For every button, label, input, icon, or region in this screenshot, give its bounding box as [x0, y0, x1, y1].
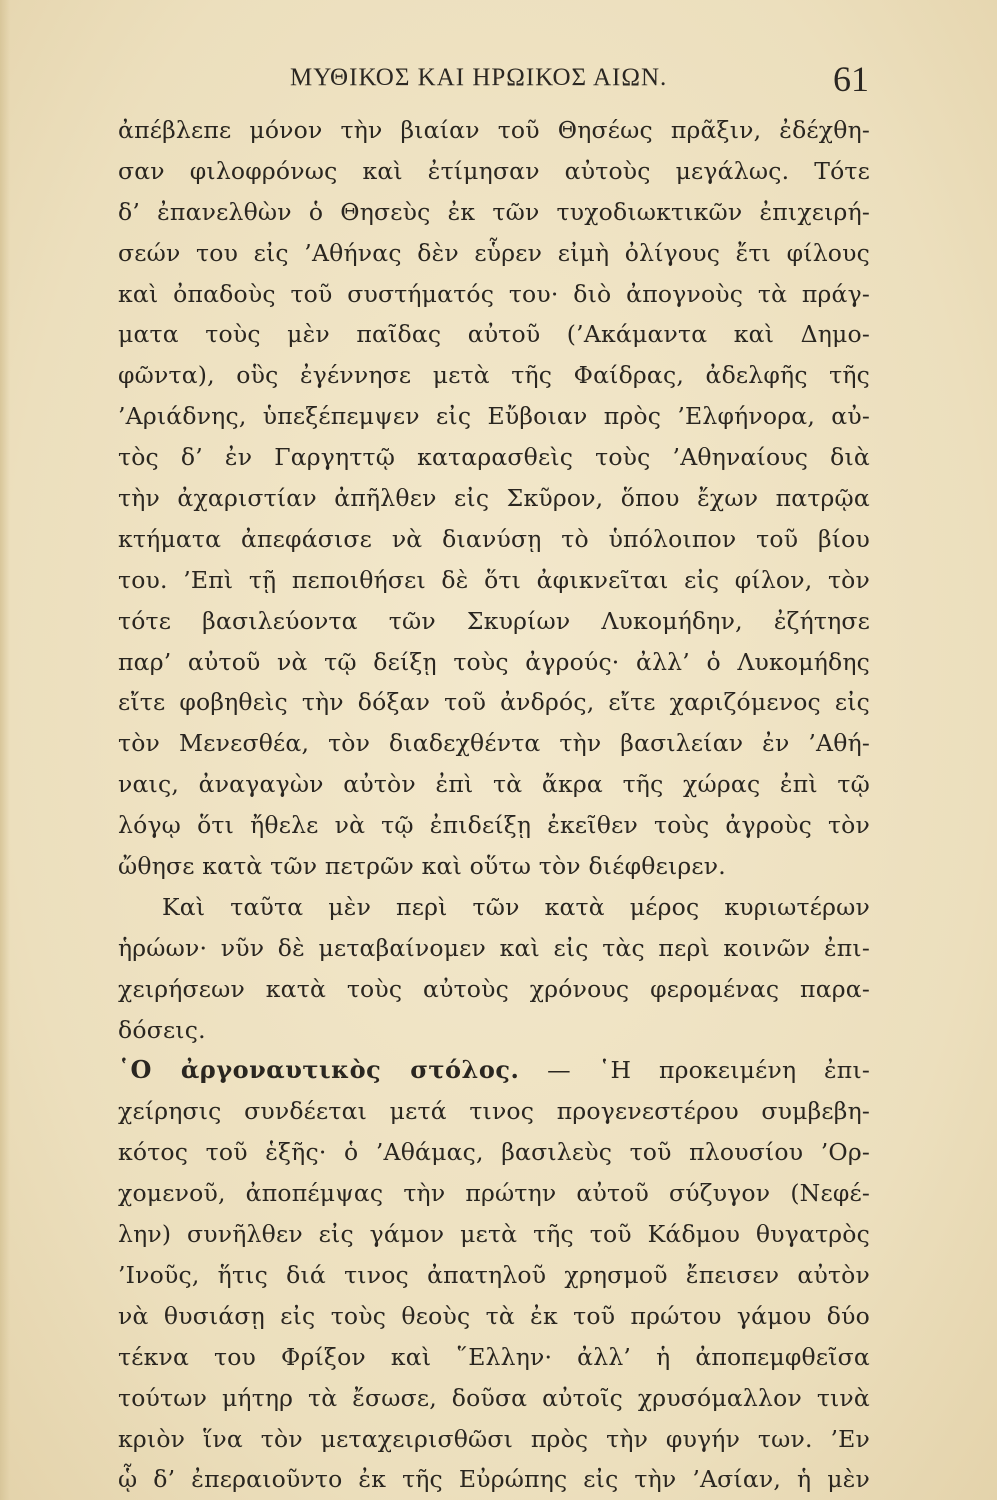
text-line: χείρησις συνδέεται μετά τινος προγενεστέρου συμβεβη-: [118, 1097, 870, 1126]
body-text: [118, 110, 870, 1500]
text-line: σεών του εἰς ’Αθήνας δὲν εὗρεν εἰμὴ ὀλίγους ἔτι φίλους: [118, 238, 870, 267]
text-line: τέκνα του Φρίξον καὶ ῞Ελλην· ἀλλ’ ἡ ἀποπεμφθεῖσα: [118, 1342, 870, 1371]
paragraph-first-line: Καὶ ταῦτα μὲν περὶ τῶν κατὰ μέρος κυριωτέρων: [162, 892, 870, 921]
text-line: εἴτε φοβηθεὶς τὴν δόξαν τοῦ ἀνδρός, εἴτε χαριζόμενος εἰς: [118, 688, 870, 717]
text-line: τότε βασιλεύοντα τῶν Σκυρίων Λυκομήδην, ἐζήτησε: [118, 606, 870, 635]
text-line: ἀπέβλεπε μόνον τὴν βιαίαν τοῦ Θησέως πρᾶξιν, ἐδέχθη-: [118, 116, 870, 144]
text-line: ματα τοὺς μὲν παῖδας αὐτοῦ (’Ακάμαντα καὶ Δημο-: [118, 320, 870, 349]
text-line: τὸς δ’ ἐν Γαργηττῷ καταρασθεὶς τοὺς ’Αθηναίους διὰ: [118, 443, 870, 472]
text-line: σαν φιλοφρόνως καὶ ἐτίμησαν αὐτοὺς μεγάλως. Τότε: [118, 156, 870, 185]
text-line: κτήματα ἀπεφάσισε νὰ διανύσῃ τὸ ὑπόλοιπον τοῦ βίου: [118, 524, 870, 553]
page-edge-shadow: [0, 0, 10, 1500]
section-heading: ῾Ο ἀργοναυτικὸς στόλος.: [118, 1055, 520, 1085]
text-line: ἡρώων· νῦν δὲ μεταβαίνομεν καὶ εἰς τὰς περὶ κοινῶν ἐπι-: [118, 933, 870, 962]
page-number: 61: [833, 59, 869, 99]
text-line: κότος τοῦ ἑξῆς· ὁ ’Αθάμας, βασιλεὺς τοῦ πλουσίου ’Ορ-: [118, 1138, 870, 1167]
text-line: τὴν ἀχαριστίαν ἀπῆλθεν εἰς Σκῦρον, ὅπου ἔχων πατρῷα: [118, 484, 870, 513]
text-line: φῶντα), οὓς ἐγέννησε μετὰ τῆς Φαίδρας, ἀδελφῆς τῆς: [118, 361, 870, 390]
text-line: χομενοῦ, ἀποπέμψας τὴν πρώτην αὐτοῦ σύζυγον (Νεφέ-: [118, 1179, 870, 1208]
text-line: τούτων μήτηρ τὰ ἔσωσε, δοῦσα αὐτοῖς χρυσόμαλλον τινὰ: [118, 1383, 870, 1412]
heading-continuation: — ῾Η προκειμένη ἐπι-: [519, 1056, 870, 1085]
text-line: του. ’Επὶ τῇ πεποιθήσει δὲ ὅτι ἀφικνεῖται εἰς φίλον, τὸν: [118, 565, 870, 594]
page-header: [108, 58, 873, 98]
text-line: καὶ ὀπαδοὺς τοῦ συστήματός του· διὸ ἀπογνοὺς τὰ πράγ-: [118, 279, 870, 308]
text-line: χειρήσεων κατὰ τοὺς αὐτοὺς χρόνους φερομένας παρα-: [118, 974, 870, 1003]
text-line: δ’ ἐπανελθὼν ὁ Θησεὺς ἐκ τῶν τυχοδιωκτικῶν ἐπιχειρή-: [118, 197, 870, 226]
text-line: ’Ινοῦς, ἥτις διά τινος ἀπατηλοῦ χρησμοῦ ἔπεισεν αὐτὸν: [118, 1260, 870, 1289]
text-line: ’Αριάδνης, ὑπεξέπεμψεν εἰς Εὔβοιαν πρὸς ’Ελφήνορα, αὐ-: [118, 402, 870, 431]
text-line: ᾧ δ’ ἐπεραιοῦντο ἐκ τῆς Εὐρώπης εἰς τὴν ’Ασίαν, ἡ μὲν: [118, 1465, 870, 1494]
section-heading-line: [118, 1050, 870, 1091]
text-line: κριὸν ἵνα τὸν μεταχειρισθῶσι πρὸς τὴν φυγήν των. ’Εν: [118, 1424, 870, 1453]
text-line: νὰ θυσιάσῃ εἰς τοὺς θεοὺς τὰ ἐκ τοῦ πρώτου γάμου δύο: [118, 1301, 870, 1330]
text-line: ναις, ἀναγαγὼν αὐτὸν ἐπὶ τὰ ἄκρα τῆς χώρας ἐπὶ τῷ: [118, 770, 870, 799]
text-line: τὸν Μενεσθέα, τὸν διαδεχθέντα τὴν βασιλείαν ἐν ’Αθή-: [118, 729, 870, 758]
text-line: λόγῳ ὅτι ἤθελε νὰ τῷ ἐπιδείξῃ ἐκεῖθεν τοὺς ἀγροὺς τὸν: [118, 811, 870, 840]
running-title: ΜΥΘΙΚΟΣ ΚΑΙ ΗΡΩΙΚΟΣ ΑΙΩΝ.: [290, 64, 668, 91]
text-line: ὤθησε κατὰ τῶν πετρῶν καὶ οὕτω τὸν διέφθειρεν.: [118, 852, 726, 881]
text-line: λην) συνῆλθεν εἰς γάμον μετὰ τῆς τοῦ Κάδμου θυγατρὸς: [118, 1220, 870, 1249]
text-line: δόσεις.: [118, 1015, 206, 1044]
text-line: παρ’ αὐτοῦ νὰ τῷ δείξῃ τοὺς ἀγρούς· ἀλλ’ ὁ Λυκομήδης: [118, 647, 870, 676]
